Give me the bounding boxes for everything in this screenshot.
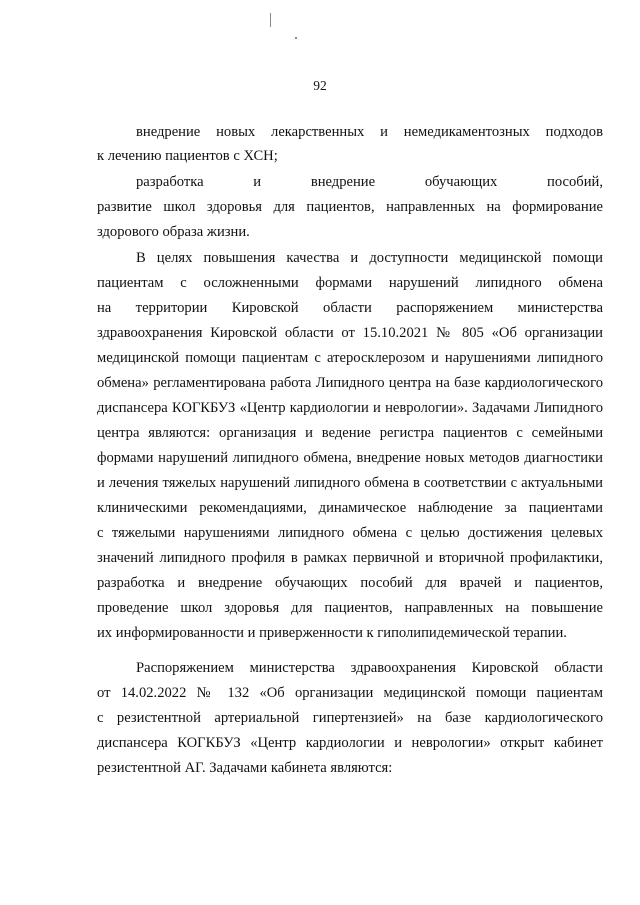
text-line: диспансера КОГКБУЗ «Центр кардиологии и неврологии» открыт кабинет xyxy=(97,735,603,751)
scan-artifact-dot xyxy=(295,37,297,39)
text-line: проведение школ здоровья для пациентов, направленных на повышение xyxy=(97,600,603,616)
text-line: к лечению пациентов с ХСН; xyxy=(97,148,278,164)
scan-artifact-mark xyxy=(270,13,271,27)
text-line: здравоохранения Кировской области от 15.10.2021 № 805 «Об организации xyxy=(97,325,603,341)
text-line: и лечения тяжелых нарушений липидного обмена в соответствии с актуальными xyxy=(97,475,603,491)
text-line: значений липидного профиля в рамках первичной и вторичной профилактики, xyxy=(97,550,603,566)
text-line: внедрение новых лекарственных и немедикаментозных подходов xyxy=(136,124,603,140)
text-line: здорового образа жизни. xyxy=(97,224,250,240)
text-line: пациентам с осложненными формами нарушений липидного обмена xyxy=(97,275,603,291)
text-line: формами нарушений липидного обмена, внедрение новых методов диагностики xyxy=(97,450,603,466)
page-number: 92 xyxy=(313,78,327,93)
text-line: Распоряжением министерства здравоохранения Кировской области xyxy=(136,660,603,676)
text-line: клиническими рекомендациями, динамическое наблюдение за пациентами xyxy=(97,500,603,516)
text-line: с резистентной артериальной гипертензией» на базе кардиологического xyxy=(97,710,603,726)
text-line: с тяжелыми нарушениями липидного обмена с целью достижения целевых xyxy=(97,525,603,541)
text-line: от 14.02.2022 № 132 «Об организации медицинской помощи пациентам xyxy=(97,685,603,701)
text-line: обмена» регламентирована работа Липидного центра на базе кардиологического xyxy=(97,375,603,391)
text-line: резистентной АГ. Задачами кабинета являются: xyxy=(97,760,393,776)
text-line: на территории Кировской области распоряжением министерства xyxy=(97,300,603,316)
text-line: В целях повышения качества и доступности медицинской помощи xyxy=(136,250,603,266)
text-line: диспансера КОГКБУЗ «Центр кардиологии и неврологии». Задачами Липидного xyxy=(97,400,603,416)
text-line: их информированности и приверженности к гиполипидемической терапии. xyxy=(97,625,567,641)
text-line: медицинской помощи пациентам с атеросклерозом и нарушениями липидного xyxy=(97,350,603,366)
text-line: разработка и внедрение обучающих пособий, xyxy=(136,174,603,190)
text-line: разработка и внедрение обучающих пособий для врачей и пациентов, xyxy=(97,575,603,591)
text-line: развитие школ здоровья для пациентов, направленных на формирование xyxy=(97,199,603,215)
text-line: центра являются: организация и ведение регистра пациентов с семейными xyxy=(97,425,603,441)
